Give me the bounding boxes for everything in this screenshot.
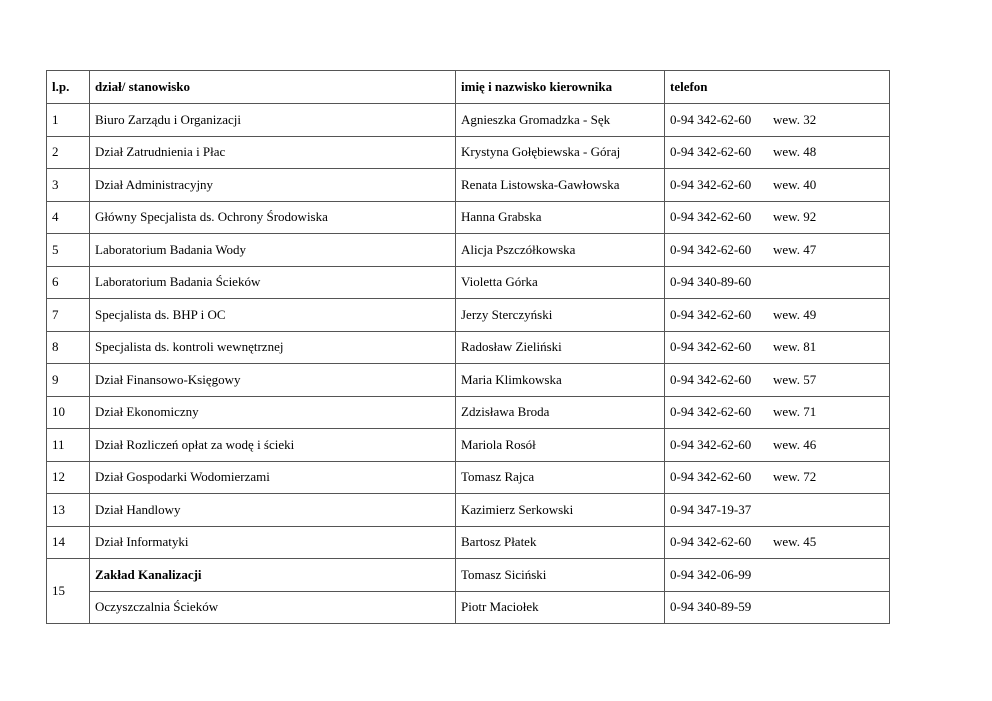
phone-number: 0-94 342-62-60	[670, 404, 752, 420]
cell-telefon	[665, 136, 890, 169]
phone-extension: wew. 57	[773, 371, 817, 387]
table-row	[47, 461, 890, 494]
header-dzial: dział/ stanowisko	[90, 71, 456, 104]
phone-number: 0-94 342-62-60	[670, 339, 752, 355]
cell-telefon	[665, 429, 890, 462]
header-telefon: telefon	[665, 71, 890, 104]
phone-extension: wew. 72	[773, 469, 817, 485]
table-row	[47, 104, 890, 137]
cell-kierownik: Mariola Rosół	[456, 429, 665, 462]
table-row	[47, 201, 890, 234]
cell-kierownik: Agnieszka Gromadzka - Sęk	[456, 104, 665, 137]
cell-lp: 11	[47, 429, 90, 462]
cell-dzial: Dział Gospodarki Wodomierzami	[90, 461, 456, 494]
table-row	[47, 526, 890, 559]
phone-number: 0-94 342-62-60	[670, 111, 752, 127]
cell-telefon	[665, 461, 890, 494]
cell-telefon	[665, 396, 890, 429]
table-row	[47, 559, 890, 592]
table-row	[47, 331, 890, 364]
phone-number: 0-94 342-62-60	[670, 306, 752, 322]
cell-kierownik: Krystyna Gołębiewska - Góraj	[456, 136, 665, 169]
phone-number: 0-94 342-62-60	[670, 209, 752, 225]
cell-telefon	[665, 104, 890, 137]
table-row	[47, 169, 890, 202]
cell-dzial: Główny Specjalista ds. Ochrony Środowiska	[90, 201, 456, 234]
cell-lp: 13	[47, 494, 90, 527]
phone-number: 0-94 342-62-60	[670, 469, 752, 485]
cell-dzial: Dział Zatrudnienia i Płac	[90, 136, 456, 169]
cell-kierownik: Renata Listowska-Gawłowska	[456, 169, 665, 202]
phone-extension: wew. 40	[773, 176, 817, 192]
table-row	[47, 136, 890, 169]
cell-telefon	[665, 331, 890, 364]
cell-dzial: Zakład Kanalizacji	[90, 559, 456, 592]
phone-number: 0-94 347-19-37	[670, 501, 752, 517]
phone-extension: wew. 32	[773, 111, 817, 127]
phone-extension: wew. 92	[773, 209, 817, 225]
cell-kierownik: Hanna Grabska	[456, 201, 665, 234]
cell-dzial: Dział Handlowy	[90, 494, 456, 527]
header-lp: l.p.	[47, 71, 90, 104]
cell-kierownik: Violetta Górka	[456, 266, 665, 299]
phone-extension: wew. 45	[773, 534, 817, 550]
table-row	[47, 266, 890, 299]
table-row	[47, 364, 890, 397]
phone-extension: wew. 48	[773, 144, 817, 160]
cell-dzial: Dział Finansowo-Księgowy	[90, 364, 456, 397]
cell-lp: 2	[47, 136, 90, 169]
cell-telefon	[665, 494, 890, 527]
cell-kierownik: Piotr Maciołek	[456, 591, 665, 624]
phone-number: 0-94 342-62-60	[670, 371, 752, 387]
cell-telefon	[665, 559, 890, 592]
cell-dzial: Dział Administracyjny	[90, 169, 456, 202]
cell-kierownik: Alicja Pszczółkowska	[456, 234, 665, 267]
cell-lp: 5	[47, 234, 90, 267]
cell-dzial: Dział Rozliczeń opłat za wodę i ścieki	[90, 429, 456, 462]
cell-lp: 7	[47, 299, 90, 332]
cell-kierownik: Zdzisława Broda	[456, 396, 665, 429]
cell-telefon	[665, 201, 890, 234]
phone-number: 0-94 340-89-60	[670, 274, 752, 290]
table-row	[47, 429, 890, 462]
cell-telefon	[665, 169, 890, 202]
phone-number: 0-94 342-62-60	[670, 144, 752, 160]
table-row	[47, 234, 890, 267]
cell-lp: 3	[47, 169, 90, 202]
cell-lp: 14	[47, 526, 90, 559]
table-row	[47, 299, 890, 332]
phone-number: 0-94 342-62-60	[670, 534, 752, 550]
cell-lp: 6	[47, 266, 90, 299]
cell-lp: 8	[47, 331, 90, 364]
table-row	[47, 591, 890, 624]
cell-dzial: Specjalista ds. BHP i OC	[90, 299, 456, 332]
cell-kierownik: Kazimierz Serkowski	[456, 494, 665, 527]
cell-lp: 15	[47, 559, 90, 624]
header-kierownik: imię i nazwisko kierownika	[456, 71, 665, 104]
cell-telefon	[665, 234, 890, 267]
phone-number: 0-94 342-62-60	[670, 176, 752, 192]
phone-extension: wew. 49	[773, 306, 817, 322]
phone-number: 0-94 342-06-99	[670, 566, 752, 582]
phone-extension: wew. 81	[773, 339, 817, 355]
cell-dzial: Laboratorium Badania Wody	[90, 234, 456, 267]
cell-telefon	[665, 299, 890, 332]
cell-kierownik: Bartosz Płatek	[456, 526, 665, 559]
cell-lp: 12	[47, 461, 90, 494]
cell-telefon	[665, 526, 890, 559]
phone-extension: wew. 47	[773, 241, 817, 257]
cell-kierownik: Jerzy Sterczyński	[456, 299, 665, 332]
cell-dzial: Dział Informatyki	[90, 526, 456, 559]
cell-kierownik: Maria Klimkowska	[456, 364, 665, 397]
cell-dzial: Laboratorium Badania Ścieków	[90, 266, 456, 299]
phone-number: 0-94 340-89-59	[670, 599, 752, 615]
table-row	[47, 494, 890, 527]
table-row	[47, 396, 890, 429]
cell-dzial: Specjalista ds. kontroli wewnętrznej	[90, 331, 456, 364]
phone-extension: wew. 46	[773, 436, 817, 452]
cell-dzial: Biuro Zarządu i Organizacji	[90, 104, 456, 137]
cell-dzial: Oczyszczalnia Ścieków	[90, 591, 456, 624]
cell-lp: 4	[47, 201, 90, 234]
cell-telefon	[665, 266, 890, 299]
cell-kierownik: Tomasz Siciński	[456, 559, 665, 592]
cell-lp: 9	[47, 364, 90, 397]
cell-kierownik: Tomasz Rajca	[456, 461, 665, 494]
cell-telefon	[665, 364, 890, 397]
phone-number: 0-94 342-62-60	[670, 436, 752, 452]
phone-number: 0-94 342-62-60	[670, 241, 752, 257]
cell-kierownik: Radosław Zieliński	[456, 331, 665, 364]
department-table	[46, 70, 890, 624]
cell-telefon	[665, 591, 890, 624]
phone-extension: wew. 71	[773, 404, 817, 420]
cell-lp: 10	[47, 396, 90, 429]
table-header-row	[47, 71, 890, 104]
cell-dzial: Dział Ekonomiczny	[90, 396, 456, 429]
cell-lp: 1	[47, 104, 90, 137]
